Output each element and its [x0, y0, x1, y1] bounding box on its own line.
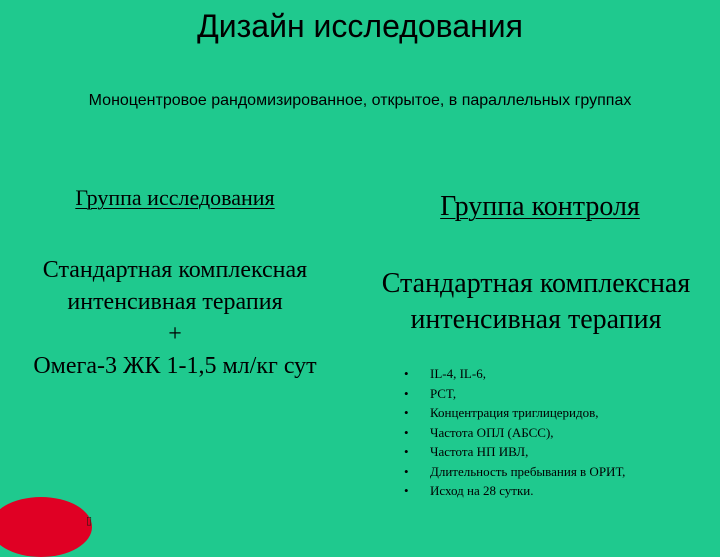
list-item: • Исход на 28 сутки. — [404, 481, 714, 501]
slide-title: Дизайн исследования — [197, 8, 523, 44]
control-group-therapy — [352, 266, 720, 338]
study-therapy-plus: + — [168, 321, 182, 347]
study-therapy-line-2: интенсивная терапия — [67, 289, 283, 315]
study-group-heading: Группа исследования — [75, 185, 275, 210]
control-therapy-line-2: интенсивная терапия — [410, 304, 662, 335]
red-oval-decoration — [0, 497, 92, 557]
study-therapy-line-1: Стандартная комплексная — [42, 257, 308, 283]
outcome-list — [404, 364, 714, 501]
study-design-subtitle: Моноцентровое рандомизированное, открытое, в параллельных группах — [88, 92, 632, 109]
list-item: • Частота НП ИВЛ, — [404, 442, 714, 462]
list-item: • PCT, — [404, 384, 714, 404]
study-therapy-line-3: Омега-3 ЖК 1-1,5 мл/кг сут — [33, 353, 317, 379]
list-item: • Частота ОПЛ (АБСС), — [404, 423, 714, 443]
list-item: • IL-4, IL-6, — [404, 364, 714, 384]
slide-corner-mark-icon: ▯ — [86, 514, 93, 527]
study-group-therapy — [0, 254, 350, 382]
control-group-heading: Группа контроля — [440, 191, 640, 222]
list-item: • Длительность пребывания в ОРИТ, — [404, 462, 714, 482]
control-therapy-line-1: Стандартная комплексная — [381, 268, 691, 299]
list-item: • Концентрация триглицеридов, — [404, 403, 714, 423]
